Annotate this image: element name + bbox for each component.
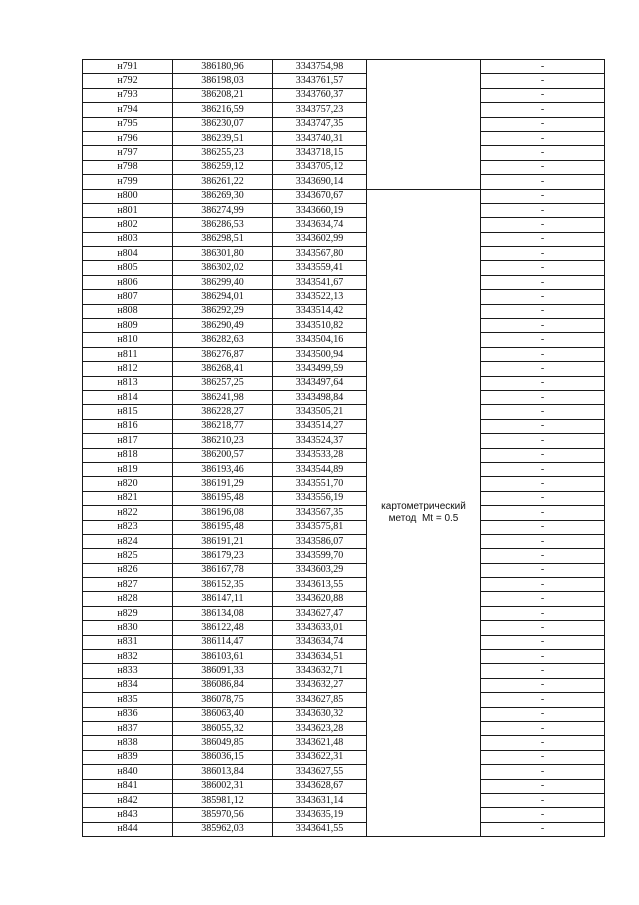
y-coordinate-cell: 3343567,80 (273, 247, 367, 261)
x-coordinate-cell: 386179,23 (173, 549, 273, 563)
y-coordinate-cell: 3343627,47 (273, 606, 367, 620)
point-id-cell: н824 (83, 534, 173, 548)
point-id-cell: н841 (83, 779, 173, 793)
table-row (83, 60, 605, 74)
y-coordinate-cell: 3343632,71 (273, 664, 367, 678)
y-coordinate-cell: 3343602,99 (273, 232, 367, 246)
table-row (83, 146, 605, 160)
table-row (83, 635, 605, 649)
table-row (83, 779, 605, 793)
description-cell: - (481, 74, 605, 88)
point-id-cell: н807 (83, 290, 173, 304)
description-cell: - (481, 635, 605, 649)
point-id-cell: н808 (83, 304, 173, 318)
table-row (83, 203, 605, 217)
table-row (83, 275, 605, 289)
x-coordinate-cell: 386078,75 (173, 693, 273, 707)
table-row (83, 74, 605, 88)
point-id-cell: н801 (83, 203, 173, 217)
y-coordinate-cell: 3343551,70 (273, 477, 367, 491)
x-coordinate-cell: 386218,77 (173, 419, 273, 433)
point-id-cell: н819 (83, 462, 173, 476)
x-coordinate-cell: 386257,25 (173, 376, 273, 390)
description-cell: - (481, 721, 605, 735)
table-row (83, 822, 605, 836)
table-row (83, 304, 605, 318)
description-cell: - (481, 189, 605, 203)
method-text-line2: метод Mt = 0.5 (388, 512, 459, 524)
table-row (83, 462, 605, 476)
description-cell: - (481, 506, 605, 520)
y-coordinate-cell: 3343705,12 (273, 160, 367, 174)
point-id-cell: н825 (83, 549, 173, 563)
x-coordinate-cell: 386294,01 (173, 290, 273, 304)
point-id-cell: н822 (83, 506, 173, 520)
description-cell: - (481, 462, 605, 476)
table-row (83, 520, 605, 534)
description-cell: - (481, 592, 605, 606)
x-coordinate-cell: 386255,23 (173, 146, 273, 160)
description-cell: - (481, 203, 605, 217)
table-row (83, 793, 605, 807)
x-coordinate-cell: 385981,12 (173, 793, 273, 807)
x-coordinate-cell: 386241,98 (173, 390, 273, 404)
description-cell: - (481, 333, 605, 347)
y-coordinate-cell: 3343670,67 (273, 189, 367, 203)
table-row (83, 390, 605, 404)
description-cell: - (481, 448, 605, 462)
x-coordinate-cell: 386259,12 (173, 160, 273, 174)
table-row (83, 290, 605, 304)
x-coordinate-cell: 386239,51 (173, 131, 273, 145)
x-coordinate-cell: 386147,11 (173, 592, 273, 606)
y-coordinate-cell: 3343586,07 (273, 534, 367, 548)
x-coordinate-cell: 386191,29 (173, 477, 273, 491)
point-id-cell: н796 (83, 131, 173, 145)
y-coordinate-cell: 3343603,29 (273, 563, 367, 577)
point-id-cell: н830 (83, 621, 173, 635)
table-row (83, 88, 605, 102)
table-row (83, 736, 605, 750)
point-id-cell: н821 (83, 491, 173, 505)
point-id-cell: н833 (83, 664, 173, 678)
point-id-cell: н791 (83, 60, 173, 74)
description-cell: - (481, 678, 605, 692)
y-coordinate-cell: 3343620,88 (273, 592, 367, 606)
point-id-cell: н826 (83, 563, 173, 577)
point-id-cell: н838 (83, 736, 173, 750)
point-id-cell: н812 (83, 362, 173, 376)
coordinates-table-body (83, 60, 605, 837)
table-row (83, 808, 605, 822)
point-id-cell: н805 (83, 261, 173, 275)
table-row (83, 650, 605, 664)
table-row (83, 606, 605, 620)
y-coordinate-cell: 3343599,70 (273, 549, 367, 563)
x-coordinate-cell: 386292,29 (173, 304, 273, 318)
point-id-cell: н800 (83, 189, 173, 203)
x-coordinate-cell: 386167,78 (173, 563, 273, 577)
y-coordinate-cell: 3343524,37 (273, 434, 367, 448)
table-row (83, 707, 605, 721)
point-id-cell: н793 (83, 88, 173, 102)
y-coordinate-cell: 3343504,16 (273, 333, 367, 347)
y-coordinate-cell: 3343499,59 (273, 362, 367, 376)
x-coordinate-cell: 386286,53 (173, 218, 273, 232)
y-coordinate-cell: 3343627,85 (273, 693, 367, 707)
coordinates-table (82, 59, 605, 837)
x-coordinate-cell: 386302,02 (173, 261, 273, 275)
x-coordinate-cell: 386191,21 (173, 534, 273, 548)
x-coordinate-cell: 386103,61 (173, 650, 273, 664)
y-coordinate-cell: 3343754,98 (273, 60, 367, 74)
y-coordinate-cell: 3343627,55 (273, 765, 367, 779)
description-cell: - (481, 765, 605, 779)
point-id-cell: н831 (83, 635, 173, 649)
description-cell: - (481, 146, 605, 160)
description-cell: - (481, 606, 605, 620)
y-coordinate-cell: 3343567,35 (273, 506, 367, 520)
y-coordinate-cell: 3343740,31 (273, 131, 367, 145)
y-coordinate-cell: 3343510,82 (273, 319, 367, 333)
x-coordinate-cell: 386114,47 (173, 635, 273, 649)
y-coordinate-cell: 3343522,13 (273, 290, 367, 304)
x-coordinate-cell: 386208,21 (173, 88, 273, 102)
point-id-cell: н823 (83, 520, 173, 534)
x-coordinate-cell: 386299,40 (173, 275, 273, 289)
y-coordinate-cell: 3343505,21 (273, 405, 367, 419)
table-row (83, 160, 605, 174)
y-coordinate-cell: 3343497,64 (273, 376, 367, 390)
x-coordinate-cell: 386210,23 (173, 434, 273, 448)
y-coordinate-cell: 3343630,32 (273, 707, 367, 721)
description-cell: - (481, 117, 605, 131)
table-row (83, 405, 605, 419)
point-id-cell: н797 (83, 146, 173, 160)
y-coordinate-cell: 3343631,14 (273, 793, 367, 807)
description-cell: - (481, 707, 605, 721)
y-coordinate-cell: 3343632,27 (273, 678, 367, 692)
point-id-cell: н804 (83, 247, 173, 261)
description-cell: - (481, 175, 605, 189)
table-row (83, 362, 605, 376)
table-row (83, 693, 605, 707)
table-row (83, 563, 605, 577)
y-coordinate-cell: 3343690,14 (273, 175, 367, 189)
description-cell: - (481, 131, 605, 145)
x-coordinate-cell: 386091,33 (173, 664, 273, 678)
point-id-cell: н813 (83, 376, 173, 390)
table-row (83, 549, 605, 563)
y-coordinate-cell: 3343544,89 (273, 462, 367, 476)
y-coordinate-cell: 3343613,55 (273, 578, 367, 592)
description-cell: - (481, 549, 605, 563)
y-coordinate-cell: 3343747,35 (273, 117, 367, 131)
x-coordinate-cell: 386290,49 (173, 319, 273, 333)
x-coordinate-cell: 386230,07 (173, 117, 273, 131)
table-row (83, 477, 605, 491)
description-cell: - (481, 822, 605, 836)
description-cell: - (481, 218, 605, 232)
point-id-cell: н820 (83, 477, 173, 491)
table-row (83, 448, 605, 462)
method-cell-empty (367, 60, 481, 190)
point-id-cell: н829 (83, 606, 173, 620)
x-coordinate-cell: 386152,35 (173, 578, 273, 592)
point-id-cell: н842 (83, 793, 173, 807)
x-coordinate-cell: 386195,48 (173, 491, 273, 505)
y-coordinate-cell: 3343559,41 (273, 261, 367, 275)
y-coordinate-cell: 3343634,51 (273, 650, 367, 664)
description-cell: - (481, 390, 605, 404)
y-coordinate-cell: 3343634,74 (273, 635, 367, 649)
point-id-cell: н811 (83, 347, 173, 361)
x-coordinate-cell: 386134,08 (173, 606, 273, 620)
method-text-line1: картометрический (381, 500, 466, 512)
table-row (83, 765, 605, 779)
point-id-cell: н835 (83, 693, 173, 707)
y-coordinate-cell: 3343760,37 (273, 88, 367, 102)
description-cell: - (481, 376, 605, 390)
x-coordinate-cell: 386122,48 (173, 621, 273, 635)
point-id-cell: н815 (83, 405, 173, 419)
y-coordinate-cell: 3343628,67 (273, 779, 367, 793)
description-cell: - (481, 664, 605, 678)
x-coordinate-cell: 386049,85 (173, 736, 273, 750)
point-id-cell: н810 (83, 333, 173, 347)
table-row (83, 261, 605, 275)
x-coordinate-cell: 386274,99 (173, 203, 273, 217)
x-coordinate-cell: 386063,40 (173, 707, 273, 721)
point-id-cell: н840 (83, 765, 173, 779)
y-coordinate-cell: 3343761,57 (273, 74, 367, 88)
y-coordinate-cell: 3343514,27 (273, 419, 367, 433)
point-id-cell: н817 (83, 434, 173, 448)
table-row (83, 189, 605, 203)
x-coordinate-cell: 386268,41 (173, 362, 273, 376)
point-id-cell: н836 (83, 707, 173, 721)
y-coordinate-cell: 3343498,84 (273, 390, 367, 404)
x-coordinate-cell: 386261,22 (173, 175, 273, 189)
point-id-cell: н837 (83, 721, 173, 735)
description-cell: - (481, 88, 605, 102)
table-row (83, 376, 605, 390)
description-cell: - (481, 261, 605, 275)
description-cell: - (481, 563, 605, 577)
table-row (83, 434, 605, 448)
description-cell: - (481, 275, 605, 289)
table-row (83, 534, 605, 548)
point-id-cell: н799 (83, 175, 173, 189)
description-cell: - (481, 290, 605, 304)
table-row (83, 721, 605, 735)
point-id-cell: н839 (83, 750, 173, 764)
x-coordinate-cell: 386196,08 (173, 506, 273, 520)
table-row (83, 247, 605, 261)
method-cell (367, 189, 481, 837)
description-cell: - (481, 779, 605, 793)
table-row (83, 506, 605, 520)
table-row (83, 578, 605, 592)
x-coordinate-cell: 386193,46 (173, 462, 273, 476)
y-coordinate-cell: 3343621,48 (273, 736, 367, 750)
x-coordinate-cell: 386298,51 (173, 232, 273, 246)
table-row (83, 218, 605, 232)
description-cell: - (481, 793, 605, 807)
description-cell: - (481, 736, 605, 750)
y-coordinate-cell: 3343575,81 (273, 520, 367, 534)
y-coordinate-cell: 3343500,94 (273, 347, 367, 361)
description-cell: - (481, 434, 605, 448)
x-coordinate-cell: 386276,87 (173, 347, 273, 361)
table-row (83, 232, 605, 246)
y-coordinate-cell: 3343660,19 (273, 203, 367, 217)
point-id-cell: н806 (83, 275, 173, 289)
x-coordinate-cell: 386055,32 (173, 721, 273, 735)
description-cell: - (481, 520, 605, 534)
x-coordinate-cell: 386216,59 (173, 103, 273, 117)
x-coordinate-cell: 386301,80 (173, 247, 273, 261)
table-row (83, 333, 605, 347)
description-cell: - (481, 578, 605, 592)
point-id-cell: н814 (83, 390, 173, 404)
table-row (83, 103, 605, 117)
description-cell: - (481, 319, 605, 333)
x-coordinate-cell: 386195,48 (173, 520, 273, 534)
x-coordinate-cell: 386180,96 (173, 60, 273, 74)
x-coordinate-cell: 386036,15 (173, 750, 273, 764)
point-id-cell: н832 (83, 650, 173, 664)
y-coordinate-cell: 3343541,67 (273, 275, 367, 289)
point-id-cell: н818 (83, 448, 173, 462)
x-coordinate-cell: 385962,03 (173, 822, 273, 836)
y-coordinate-cell: 3343635,19 (273, 808, 367, 822)
description-cell: - (481, 362, 605, 376)
y-coordinate-cell: 3343623,28 (273, 721, 367, 735)
description-cell: - (481, 419, 605, 433)
point-id-cell: н827 (83, 578, 173, 592)
table-row (83, 419, 605, 433)
point-id-cell: н794 (83, 103, 173, 117)
y-coordinate-cell: 3343622,31 (273, 750, 367, 764)
description-cell: - (481, 621, 605, 635)
description-cell: - (481, 60, 605, 74)
point-id-cell: н809 (83, 319, 173, 333)
y-coordinate-cell: 3343641,55 (273, 822, 367, 836)
description-cell: - (481, 347, 605, 361)
table-row (83, 175, 605, 189)
table-row (83, 131, 605, 145)
description-cell: - (481, 534, 605, 548)
point-id-cell: н834 (83, 678, 173, 692)
table-row (83, 621, 605, 635)
point-id-cell: н795 (83, 117, 173, 131)
x-coordinate-cell: 386282,63 (173, 333, 273, 347)
y-coordinate-cell: 3343634,74 (273, 218, 367, 232)
x-coordinate-cell: 386228,27 (173, 405, 273, 419)
description-cell: - (481, 232, 605, 246)
description-cell: - (481, 491, 605, 505)
description-cell: - (481, 103, 605, 117)
point-id-cell: н792 (83, 74, 173, 88)
y-coordinate-cell: 3343556,19 (273, 491, 367, 505)
point-id-cell: н844 (83, 822, 173, 836)
table-row (83, 347, 605, 361)
description-cell: - (481, 693, 605, 707)
y-coordinate-cell: 3343718,15 (273, 146, 367, 160)
table-row (83, 117, 605, 131)
x-coordinate-cell: 386086,84 (173, 678, 273, 692)
point-id-cell: н803 (83, 232, 173, 246)
x-coordinate-cell: 386002,31 (173, 779, 273, 793)
x-coordinate-cell: 386200,57 (173, 448, 273, 462)
y-coordinate-cell: 3343533,28 (273, 448, 367, 462)
table-row (83, 664, 605, 678)
description-cell: - (481, 650, 605, 664)
description-cell: - (481, 808, 605, 822)
x-coordinate-cell: 386269,30 (173, 189, 273, 203)
description-cell: - (481, 477, 605, 491)
point-id-cell: н828 (83, 592, 173, 606)
y-coordinate-cell: 3343514,42 (273, 304, 367, 318)
point-id-cell: н802 (83, 218, 173, 232)
description-cell: - (481, 160, 605, 174)
table-row (83, 678, 605, 692)
x-coordinate-cell: 386013,84 (173, 765, 273, 779)
x-coordinate-cell: 385970,56 (173, 808, 273, 822)
table-row (83, 319, 605, 333)
description-cell: - (481, 750, 605, 764)
point-id-cell: н816 (83, 419, 173, 433)
x-coordinate-cell: 386198,03 (173, 74, 273, 88)
point-id-cell: н843 (83, 808, 173, 822)
y-coordinate-cell: 3343757,23 (273, 103, 367, 117)
description-cell: - (481, 247, 605, 261)
table-row (83, 491, 605, 505)
table-row (83, 750, 605, 764)
description-cell: - (481, 304, 605, 318)
description-cell: - (481, 405, 605, 419)
y-coordinate-cell: 3343633,01 (273, 621, 367, 635)
point-id-cell: н798 (83, 160, 173, 174)
table-row (83, 592, 605, 606)
